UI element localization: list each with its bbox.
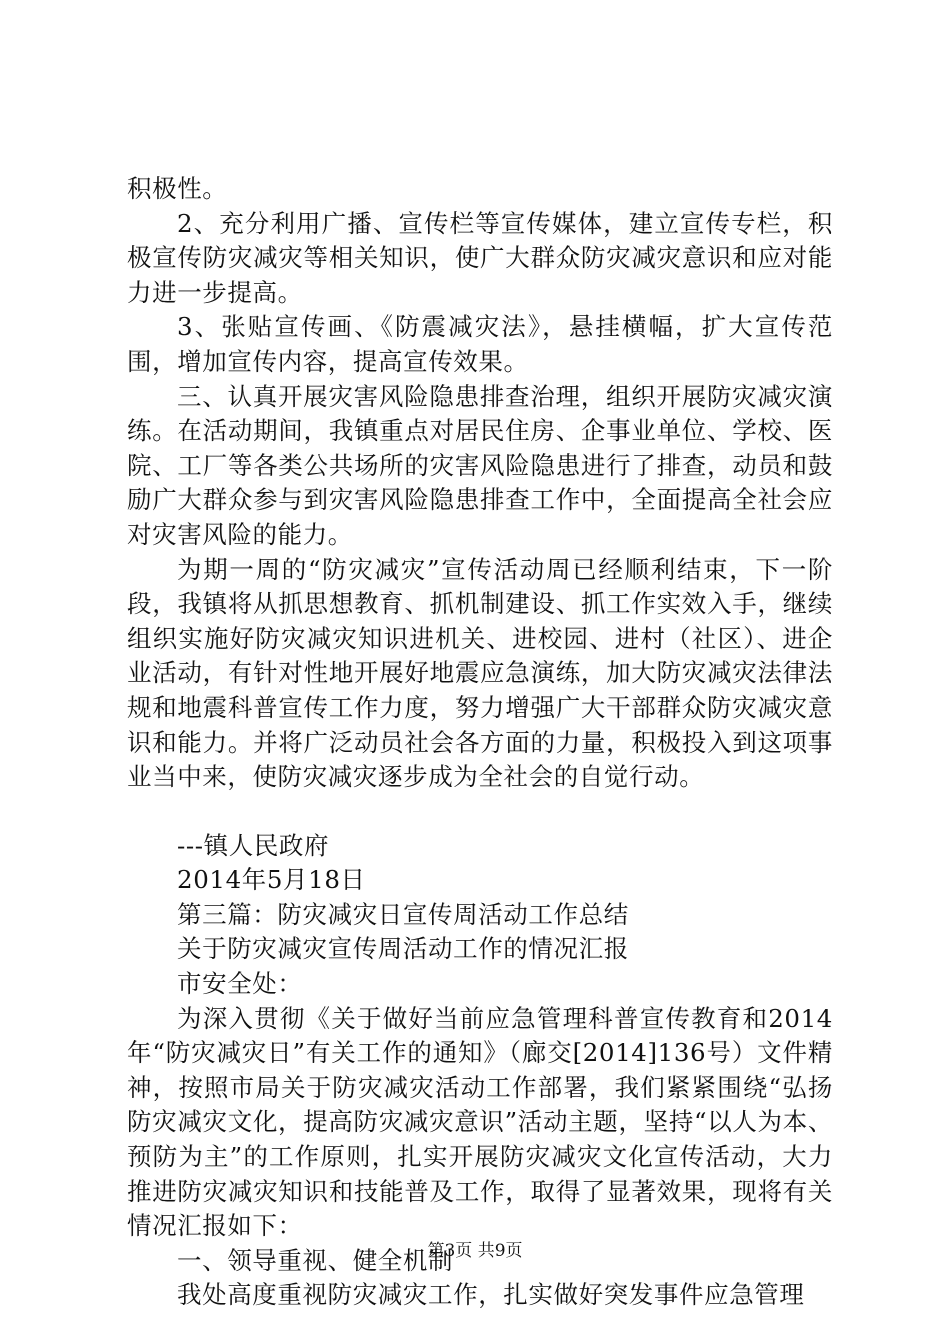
paragraph-conclusion: 为期一周的“防灾减灾”宣传活动周已经顺利结束，下一阶段，我镇将从抓思想教育、抓机制建设、抓工作实效入手，继续组织实施好防灾减灾知识进机关、进校园、进村（社区）、进企业活动，有针对性地开展好地震应急演练，加大防灾减灾法律法规和地震科普宣传工作力度，努力增强广大干部群众防灾减灾意识和能力。并将广泛动员社会各方面的力量，积极投入到这项事业当中来，使防灾减灾逐步成为全社会的自觉行动。 (127, 554, 833, 792)
section-title: 第三篇：防灾减灾日宣传周活动工作总结 (177, 899, 629, 929)
report-title: 关于防灾减灾宣传周活动工作的情况汇报 (177, 934, 629, 964)
paragraph-continuation: 积极性。 (127, 174, 228, 203)
paragraph-section-3: 三、认真开展灾害风险隐患排查治理，组织开展防灾减灾演练。在活动期间，我镇重点对居民住房、企事业单位、学校、医院、工厂等各类公共场所的灾害风险隐患进行了排查，动员和鼓励广大群众参与到灾害风险隐患排查工作中，全面提高全社会应对灾害风险的能力。 (127, 381, 833, 549)
page-footer: 第3页 共9页 (427, 1241, 523, 1261)
paragraph-gap (127, 795, 833, 829)
heading-section-1: 一、领导重视、健全机制 (177, 1245, 454, 1275)
paragraph-section-1: 我处高度重视防灾减灾工作，扎实做好突发事件应急管理 (177, 1280, 805, 1310)
paragraph-item-2: 2、充分利用广播、宣传栏等宣传媒体，建立宣传专栏，积极宣传防灾减灾等相关知识，使广大群众防灾减灾意识和应对能力进一步提高。 (127, 208, 833, 307)
paragraph-intro: 为深入贯彻《关于做好当前应急管理科普宣传教育和2014年“防灾减灾日”有关工作的通知》（廊交[2014]136号）文件精神，按照市局关于防灾减灾活动工作部署，我们紧紧围绕“弘扬防灾减灾文化，提高防灾减灾意识”活动主题，坚持“以人为本、预防为主”的工作原则，扎实开展防灾减灾文化宣传活动，大力推进防灾减灾知识和技能普及工作，取得了显著效果，现将有关情况汇报如下： (127, 1003, 833, 1241)
paragraph-item-3: 3、张贴宣传画、《防震减灾法》，悬挂横幅，扩大宣传范围，增加宣传内容，提高宣传效果。 (127, 312, 833, 376)
date: 2014年5月18日 (177, 865, 366, 895)
signature: ---镇人民政府 (177, 830, 330, 860)
recipient: 市安全处： (177, 969, 303, 999)
document-body (127, 172, 833, 1313)
